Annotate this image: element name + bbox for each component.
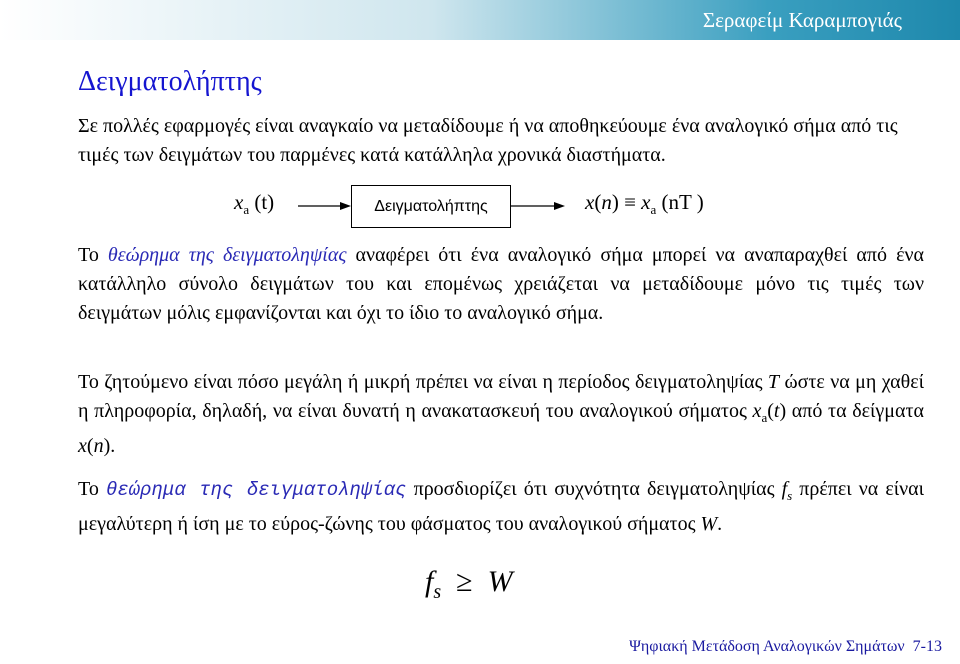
intro-paragraph: Σε πολλές εφαρμογές είναι αναγκαίο να μεταδίδουμε ή να αποθηκεύουμε ένα αναλογικό σήμα από τις τιμές των δειγμάτων του παρμένες κατά κατάλληλα χρονικά διαστήματα.	[78, 115, 898, 166]
input-arrowhead	[340, 202, 351, 210]
question-paragraph: Το ζητούμενο είναι πόσο μεγάλη ή μικρή πρέπει να είναι η περίοδος δειγματοληψίας T ώστε να μη χαθεί η πληροφορία, δηλαδή, να είναι δυνατή η ανακατασκευή του αναλογικού σήματος $x_a(t)$ από τα δείγματα x(n).	[78, 371, 924, 457]
header-bar	[0, 0, 960, 40]
output-arrowhead	[554, 202, 565, 210]
sampler-diagram	[0, 176, 960, 236]
slide-title: Δειγματολήπτης	[78, 66, 262, 97]
course-title: Ψηφιακή Μετάδοση Αναλογικών Σημάτων	[629, 638, 905, 655]
sampling-theorem-term: θεώρημα της δειγματοληψίας	[107, 244, 347, 266]
sampling-inequality: $f_s \ge W$	[425, 565, 513, 603]
output-signal: $x(n) \equiv x_a$ (nT )	[585, 190, 704, 218]
sampling-theorem-paragraph: Το θεώρημα της δειγματοληψίας αναφέρει ότι ένα αναλογικό σήμα μπορεί να αναπαραχθεί από ένα κατάλληλο σύνολο δειγμάτων του και επομένως χρειάζεται να μεταδίδουμε μόνο τις τιμές των δειγμάτων μόλις εμφανίζονται και όχι το ίδιο το αναλογικό σήμα.	[78, 244, 924, 324]
author-name: Σεραφείμ Καραμπογιάς	[702, 8, 902, 32]
sampler-block: Δειγματολήπτης	[351, 185, 511, 228]
input-signal: $x_a$ (t)	[234, 190, 275, 218]
footer	[629, 638, 942, 656]
theorem-statement-paragraph: Το θεώρημα της δειγματοληψίας προσδιορίζει ότι συχνότητα δειγματοληψίας $f_s$ πρέπει να είναι μεγαλύτερη ή ίση με το εύρος-ζώνης του φάσματος του αναλογικού σήματος W.	[78, 478, 925, 535]
page-number: 7-13	[912, 638, 942, 655]
sampling-theorem-term-2: θεώρημα της δειγματοληψίας	[105, 479, 407, 501]
